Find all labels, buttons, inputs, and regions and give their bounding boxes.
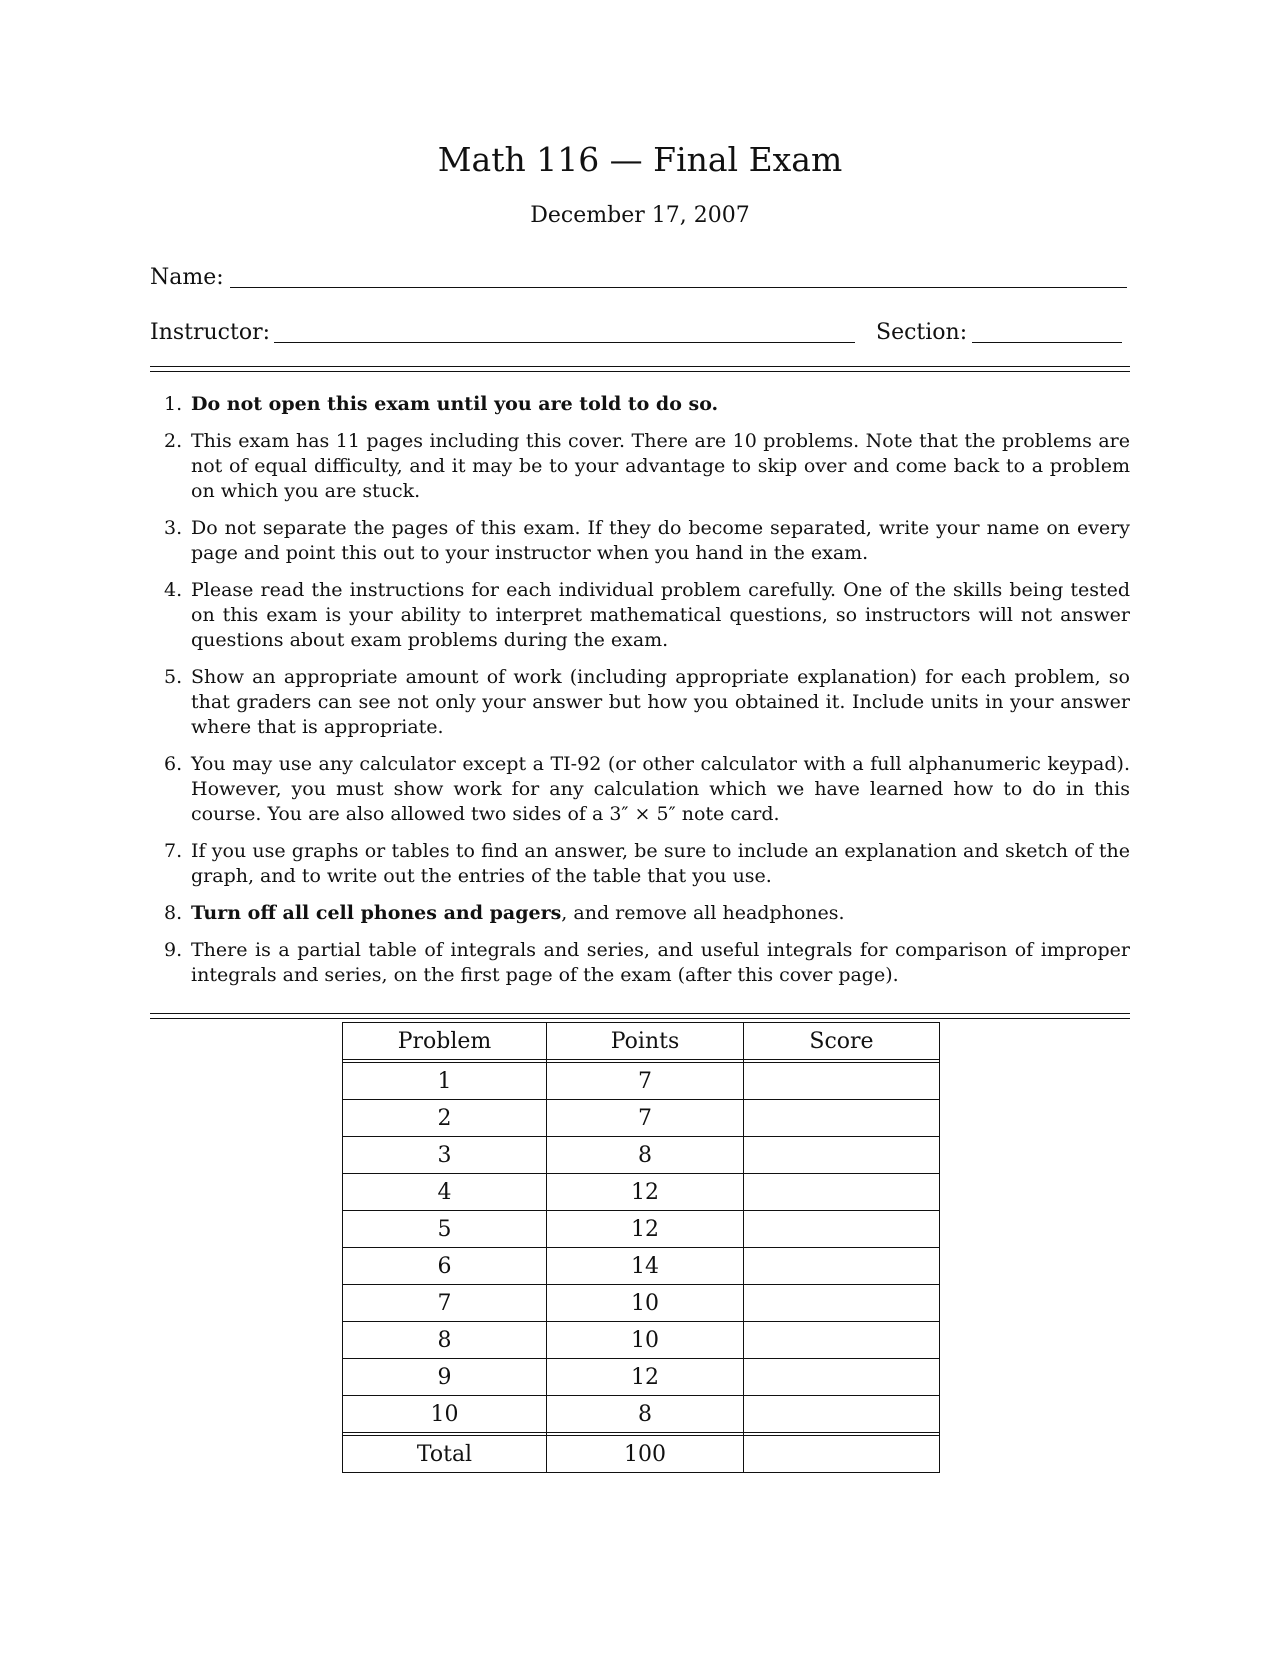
instruction-item	[150, 752, 1130, 827]
points-cell: 10	[547, 1285, 744, 1322]
score-cell[interactable]	[744, 1322, 940, 1359]
total-row	[343, 1436, 940, 1473]
table-row	[343, 1137, 940, 1174]
header-problem: Problem	[343, 1023, 547, 1060]
instruction-text: There is a partial table of integrals and series, and useful integrals for comparison of improper integrals and series, on the first page of the exam (after this cover page).	[191, 939, 1130, 986]
points-cell: 12	[547, 1174, 744, 1211]
table-row	[343, 1174, 940, 1211]
instruction-number: 9.	[164, 939, 183, 961]
header-score: Score	[744, 1023, 940, 1060]
instruction-number: 2.	[164, 430, 183, 452]
instruction-text: Show an appropriate amount of work (including appropriate explanation) for each problem, so that graders can see not only your answer but how you obtained it. Include units in your answer where that is appropriate.	[191, 666, 1130, 738]
problem-number-cell: 1	[343, 1063, 547, 1100]
instructions-list	[150, 392, 1130, 1000]
problem-number-cell: 3	[343, 1137, 547, 1174]
points-cell: 10	[547, 1322, 744, 1359]
points-cell: 12	[547, 1359, 744, 1396]
instruction-text: , and remove all headphones.	[561, 902, 845, 924]
problem-number-cell: 8	[343, 1322, 547, 1359]
name-field[interactable]	[230, 287, 1127, 288]
problem-number-cell: 6	[343, 1248, 547, 1285]
instruction-text: This exam has 11 pages including this cover. There are 10 problems. Note that the problems are not of equal difficulty, and it may be to your advantage to skip over and come back to a problem on which you are stuck.	[191, 430, 1130, 502]
points-cell: 8	[547, 1396, 744, 1433]
score-cell[interactable]	[744, 1285, 940, 1322]
instruction-number: 1.	[164, 393, 183, 415]
instruction-item	[150, 516, 1130, 566]
instruction-text: Please read the instructions for each individual problem carefully. One of the skills being tested on this exam is your ability to interpret mathematical questions, so instructors will not answer questions about exam problems during the exam.	[191, 579, 1130, 651]
top-divider	[150, 366, 1130, 372]
problem-number-cell: 7	[343, 1285, 547, 1322]
header-points: Points	[547, 1023, 744, 1060]
instruction-item	[150, 901, 1130, 926]
table-row	[343, 1359, 940, 1396]
page-title: Math 116 — Final Exam	[437, 140, 843, 179]
total-points-cell: 100	[547, 1436, 744, 1473]
table-row	[343, 1211, 940, 1248]
total-label-cell: Total	[343, 1436, 547, 1473]
instruction-item	[150, 392, 1130, 417]
score-table	[342, 1022, 940, 1473]
problem-number-cell: 4	[343, 1174, 547, 1211]
score-cell[interactable]	[744, 1396, 940, 1433]
total-score-cell[interactable]	[744, 1436, 940, 1473]
instruction-item	[150, 429, 1130, 504]
instruction-item	[150, 938, 1130, 988]
table-row	[343, 1396, 940, 1433]
exam-date: December 17, 2007	[530, 203, 750, 228]
instruction-item	[150, 578, 1130, 653]
table-row	[343, 1285, 940, 1322]
instruction-bold-text: Do not open this exam until you are told to do so.	[191, 393, 719, 415]
points-cell: 12	[547, 1211, 744, 1248]
instruction-number: 8.	[164, 902, 183, 924]
table-row	[343, 1100, 940, 1137]
problem-number-cell: 9	[343, 1359, 547, 1396]
score-table-header-row	[343, 1023, 940, 1060]
score-cell[interactable]	[744, 1137, 940, 1174]
instructor-field[interactable]	[274, 342, 855, 343]
table-row	[343, 1322, 940, 1359]
score-cell[interactable]	[744, 1063, 940, 1100]
instruction-text: Do not separate the pages of this exam. If they do become separated, write your name on every page and point this out to your instructor when you hand in the exam.	[191, 517, 1130, 564]
score-cell[interactable]	[744, 1174, 940, 1211]
points-cell: 7	[547, 1063, 744, 1100]
problem-number-cell: 2	[343, 1100, 547, 1137]
instruction-number: 5.	[164, 666, 183, 688]
instruction-number: 6.	[164, 753, 183, 775]
instruction-bold-text: Turn off all cell phones and pagers	[191, 902, 562, 924]
instruction-number: 3.	[164, 517, 183, 539]
score-cell[interactable]	[744, 1100, 940, 1137]
table-row	[343, 1063, 940, 1100]
points-cell: 8	[547, 1137, 744, 1174]
instruction-number: 7.	[164, 840, 183, 862]
points-cell: 14	[547, 1248, 744, 1285]
bottom-divider	[150, 1013, 1130, 1019]
points-cell: 7	[547, 1100, 744, 1137]
instruction-item	[150, 665, 1130, 740]
instruction-text: If you use graphs or tables to find an answer, be sure to include an explanation and sketch of the graph, and to write out the entries of the table that you use.	[191, 840, 1130, 887]
instructor-label: Instructor:	[150, 320, 271, 345]
instruction-text: You may use any calculator except a TI-92 (or other calculator with a full alphanumeric keypad). However, you must show work for any calculation which we have learned how to do in this course. You are also allowed two sides of a 3″ × 5″ note card.	[191, 753, 1130, 825]
problem-number-cell: 10	[343, 1396, 547, 1433]
section-field[interactable]	[972, 342, 1122, 343]
table-row	[343, 1248, 940, 1285]
score-cell[interactable]	[744, 1248, 940, 1285]
section-label: Section:	[876, 320, 968, 345]
name-label: Name:	[150, 265, 224, 290]
score-cell[interactable]	[744, 1359, 940, 1396]
problem-number-cell: 5	[343, 1211, 547, 1248]
instruction-item	[150, 839, 1130, 889]
score-cell[interactable]	[744, 1211, 940, 1248]
instruction-number: 4.	[164, 579, 183, 601]
